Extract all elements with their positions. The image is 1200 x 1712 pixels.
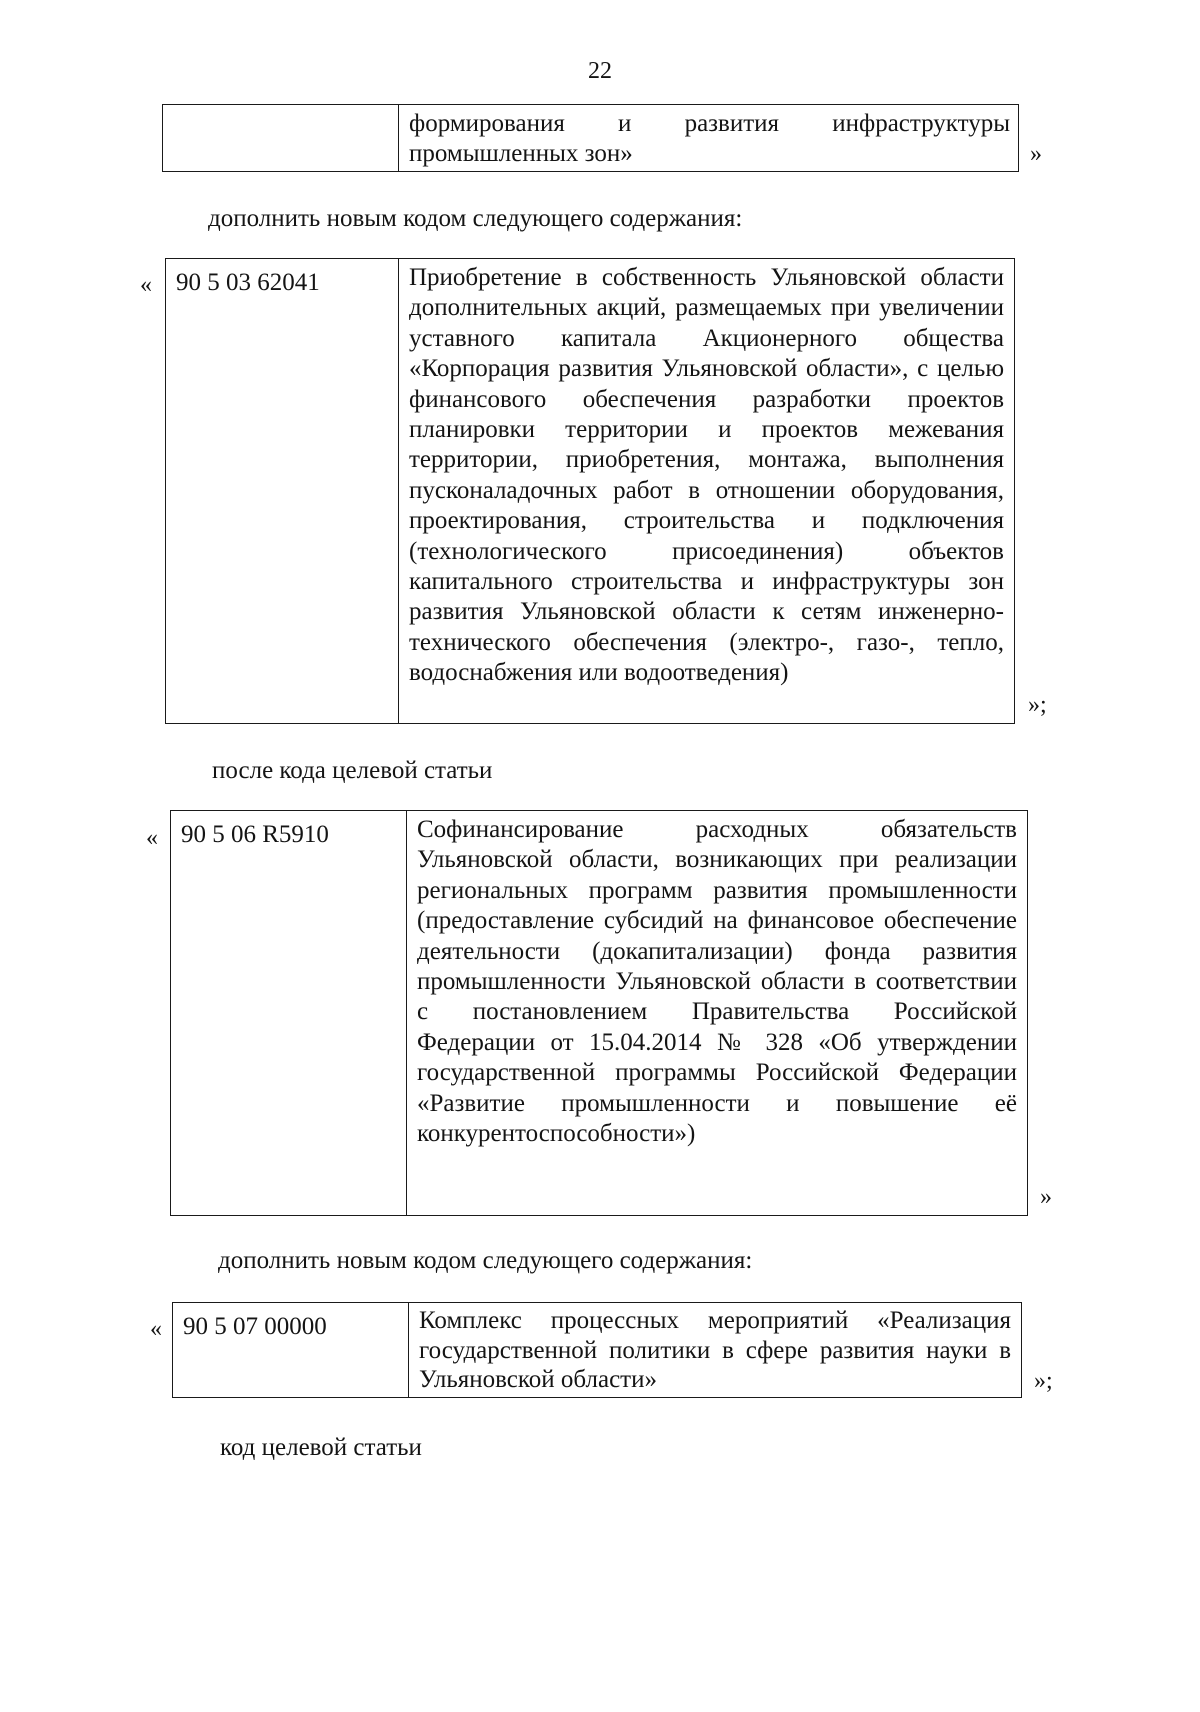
code-table-row [165, 258, 1015, 724]
instruction-paragraph: код целевой статьи [220, 1434, 422, 1461]
close-quote: »; [1034, 1368, 1053, 1394]
open-quote: « [140, 272, 152, 298]
page-number: 22 [588, 58, 612, 84]
description-cell: Приобретение в собственность Ульяновской области дополнительных акций, размещаемых при увеличении уставного капитала Акционерного общества «Корпорация развития Ульяновской области», с целью финансового обеспечения разработки проектов планировки территории и проектов межевания территории, приобретения, монтажа, выполнения пусконаладочных работ в отношении оборудования, проектирования, строительства и подключения (технологического присоединения) объектов капитального строительства и инфраструктуры зон развития Ульяновской области к сетям инженерно-технического обеспечения (электро-, газо-, тепло, водоснабжения или водоотведения) [409, 264, 1004, 687]
description-cell: Комплекс процессных мероприятий «Реализация государственной политики в сфере развития науки в Ульяновской области» [419, 1307, 1011, 1393]
instruction-paragraph: дополнить новым кодом следующего содержания: [208, 205, 743, 232]
instruction-paragraph: дополнить новым кодом следующего содержания: [218, 1247, 753, 1274]
description-cell: формирования и развития инфраструктуры промышленных зон» [409, 110, 1010, 167]
code-cell [163, 105, 399, 171]
code-cell: 90 5 06 R5910 [171, 811, 407, 1215]
close-quote: »; [1028, 692, 1047, 718]
code-cell: 90 5 03 62041 [166, 259, 399, 723]
code-table-continuation [162, 104, 1019, 172]
description-cell: Софинансирование расходных обязательств Ульяновской области, возникающих при реализации региональных программ развития промышленности (предоставление субсидий на финансовое обеспечение деятельности (докапитализации) фонда развития промышленности Ульяновской области в соответствии с постановлением Правительства Российской Федерации от 15.04.2014 № 328 «Об утверждении государственной программы Российской Федерации «Развитие промышленности и повышение её конкурентоспособности») [417, 816, 1017, 1148]
close-quote: » [1030, 141, 1042, 167]
open-quote: « [150, 1316, 162, 1342]
code-table-row [172, 1302, 1022, 1398]
code-cell: 90 5 07 00000 [173, 1303, 409, 1397]
close-quote: » [1040, 1184, 1052, 1210]
code-table-row [170, 810, 1028, 1216]
instruction-paragraph: после кода целевой статьи [212, 757, 493, 784]
open-quote: « [146, 825, 158, 851]
